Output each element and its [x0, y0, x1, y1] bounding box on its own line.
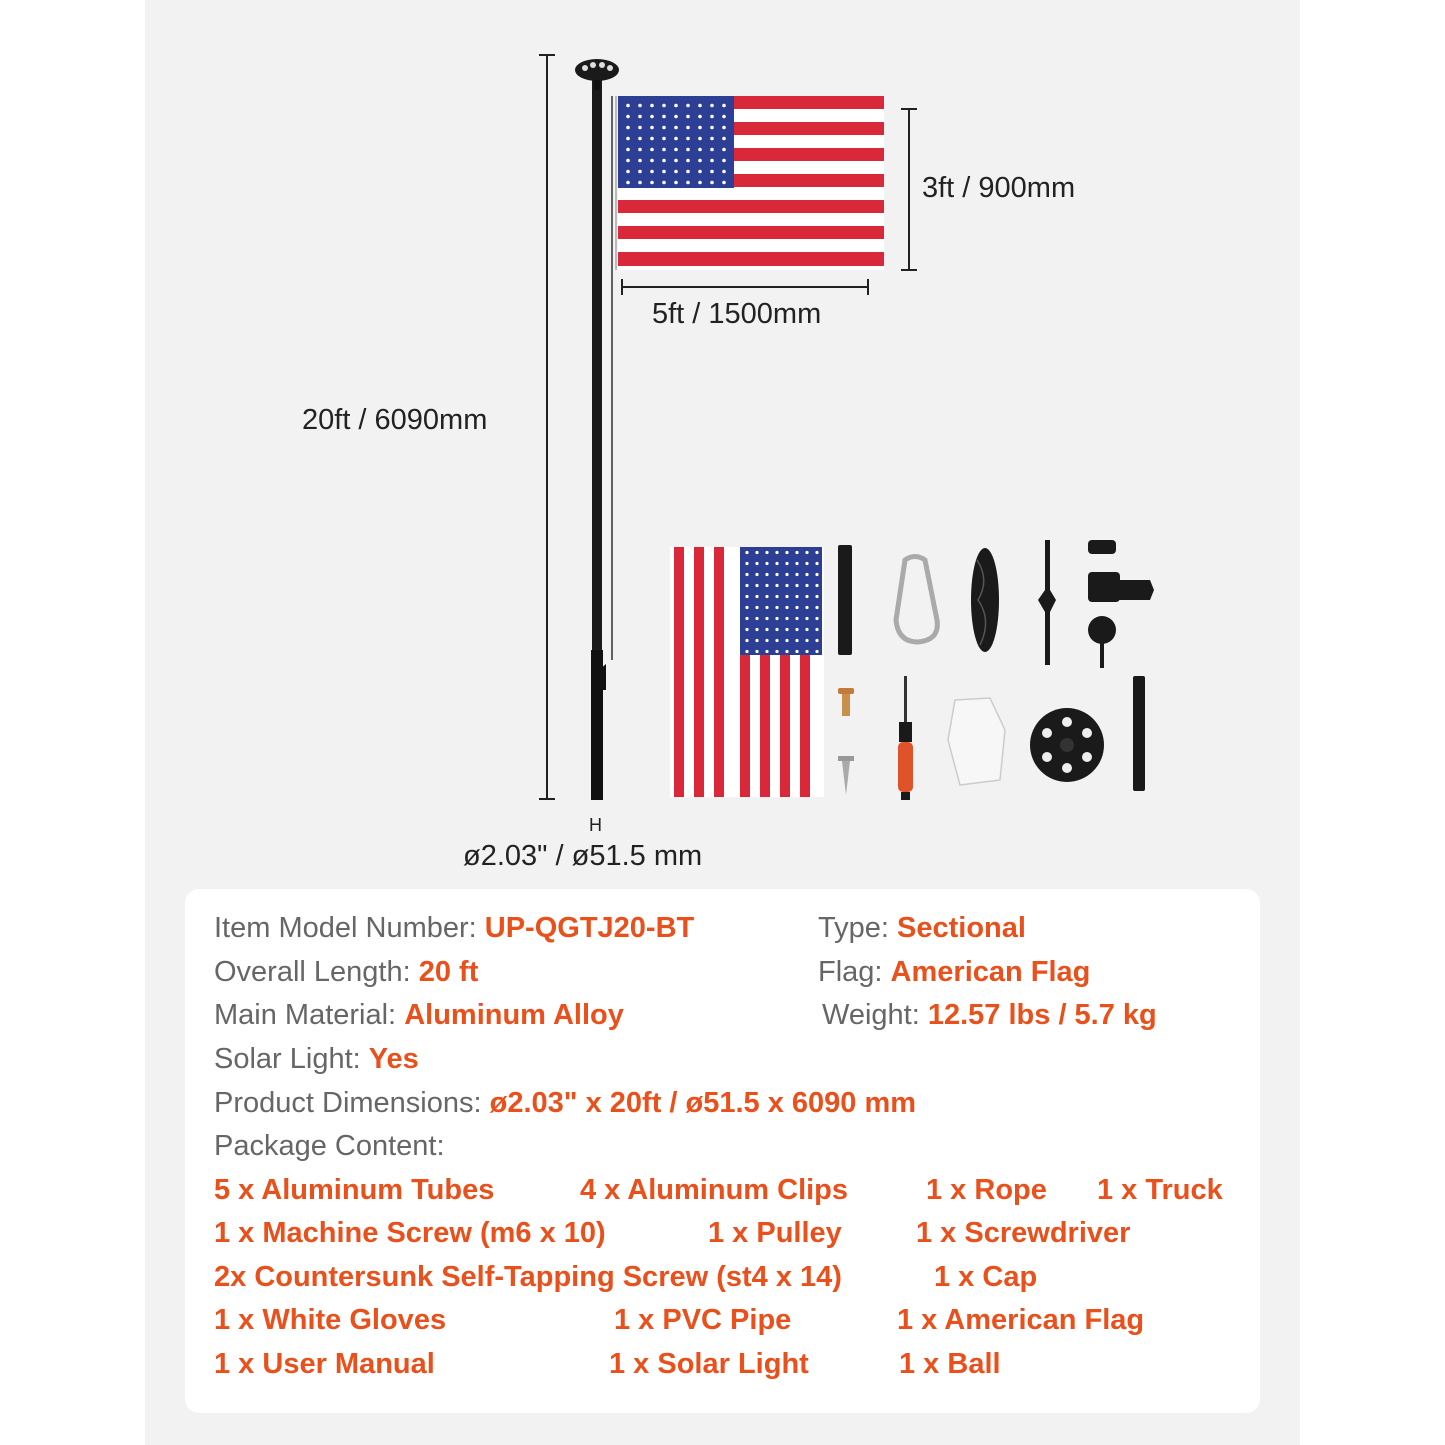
spec-package-label: Package Content:: [214, 1130, 445, 1162]
cleat: [1038, 540, 1056, 665]
truck: [1088, 540, 1154, 602]
spec-weight: Weight: 12.57 lbs / 5.7 kg: [822, 999, 1157, 1031]
package-item-ball: 1 x Ball: [899, 1348, 1001, 1380]
flag-height-dimension-line: [908, 109, 910, 270]
flag-width-cap-right: [867, 279, 869, 295]
solar-light-top: [575, 59, 619, 90]
height-dimension-cap-top: [539, 54, 555, 56]
package-item-manual: 1 x User Manual: [214, 1348, 435, 1380]
spec-flag: Flag: American Flag: [818, 956, 1091, 988]
package-item-tubes: 5 x Aluminum Tubes: [214, 1174, 495, 1206]
flag-width-cap-left: [621, 279, 623, 295]
self-tapping-screw: [838, 756, 854, 795]
spec-solar: Solar Light: Yes: [214, 1043, 419, 1075]
pvc-pipe: [1133, 676, 1145, 791]
package-item-pvc-pipe: 1 x PVC Pipe: [614, 1304, 792, 1336]
package-item-rope: 1 x Rope: [926, 1174, 1047, 1206]
aluminum-clip: [896, 557, 937, 643]
package-item-machine-screw: 1 x Machine Screw (m6 x 10): [214, 1217, 606, 1249]
rope: [971, 548, 999, 652]
package-item-clips: 4 x Aluminum Clips: [580, 1174, 849, 1206]
diameter-mark: H: [589, 815, 602, 835]
spec-type: Type: Sectional: [818, 912, 1026, 944]
package-item-truck: 1 x Truck: [1097, 1174, 1223, 1206]
package-item-cap: 1 x Cap: [934, 1261, 1038, 1293]
flag-height-label: 3ft / 900mm: [922, 172, 1076, 204]
american-flag-flat: [670, 547, 824, 797]
height-dimension-cap-bottom: [539, 798, 555, 800]
spec-dimensions: Product Dimensions: ø2.03" x 20ft / ø51.5 x 6090 mm: [214, 1087, 917, 1119]
package-item-self-tapping-screw: 2x Countersunk Self-Tapping Screw (st4 x 14): [214, 1261, 842, 1293]
white-gloves: [948, 698, 1005, 785]
spec-material: Main Material: Aluminum Alloy: [214, 999, 624, 1031]
spec-length: Overall Length: 20 ft: [214, 956, 479, 988]
solar-light-base: [1030, 708, 1104, 782]
flag-height-cap-top: [901, 108, 917, 110]
american-flag-flying: [616, 96, 884, 270]
package-item-solar-light: 1 x Solar Light: [609, 1348, 809, 1380]
package-item-flag: 1 x American Flag: [897, 1304, 1145, 1336]
height-label: 20ft / 6090mm: [302, 404, 488, 436]
aluminum-tube: [838, 545, 852, 655]
package-item-gloves: 1 x White Gloves: [214, 1304, 447, 1336]
flag-width-dimension-line: [622, 286, 868, 288]
flag-width-label: 5ft / 1500mm: [652, 298, 822, 330]
flag-height-cap-bottom: [901, 269, 917, 271]
diameter-label: ø2.03" / ø51.5 mm: [463, 840, 703, 872]
height-dimension-line: [546, 55, 548, 799]
flagpole: [591, 78, 612, 800]
package-item-screwdriver: 1 x Screwdriver: [916, 1217, 1131, 1249]
spec-model: Item Model Number: UP-QGTJ20-BT: [214, 912, 695, 944]
screwdriver: [898, 676, 913, 800]
ball: [1088, 616, 1116, 668]
package-item-pulley: 1 x Pulley: [708, 1217, 842, 1249]
machine-screw: [838, 688, 854, 716]
